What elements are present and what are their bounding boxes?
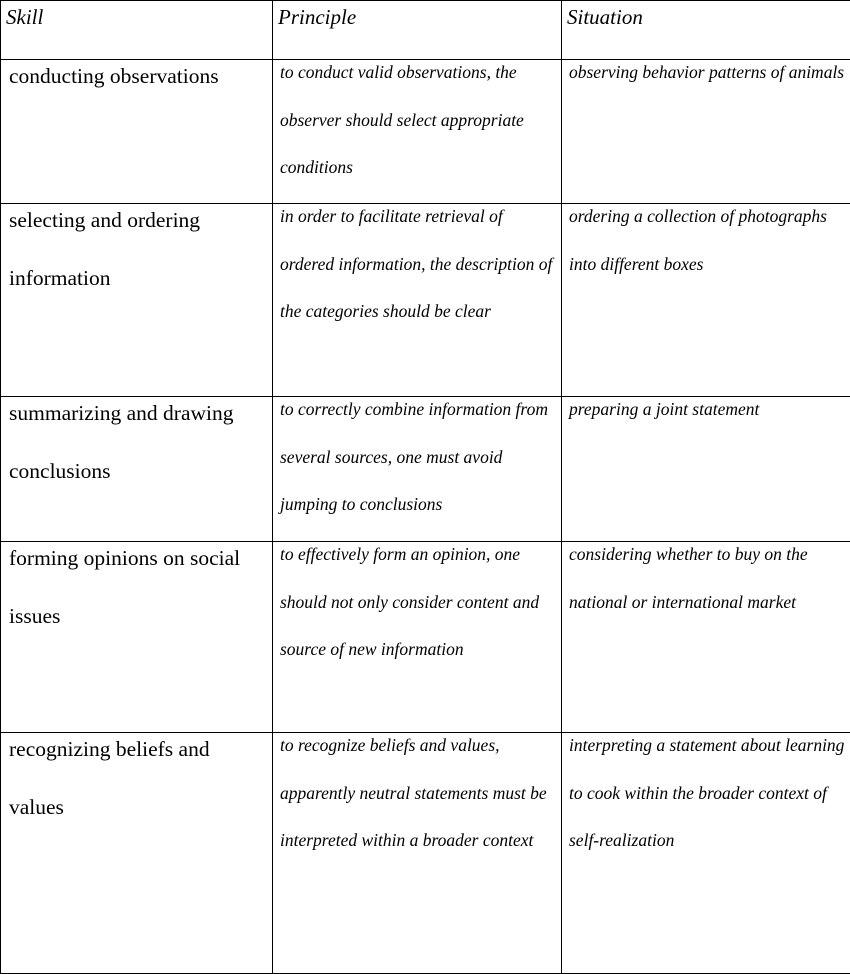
skill-cell: forming opinions on social issues — [1, 542, 273, 733]
principle-cell: to conduct valid observations, the observer should select appropriate conditions — [273, 60, 562, 204]
situation-cell: ordering a collection of photographs into different boxes — [562, 204, 850, 397]
skill-cell: selecting and ordering information — [1, 204, 273, 397]
situation-cell: considering whether to buy on the national or international market — [562, 542, 850, 733]
table-row — [1, 397, 850, 542]
principle-cell: in order to facilitate retrieval of ordered information, the description of the categories should be clear — [273, 204, 562, 397]
table-row — [1, 733, 850, 974]
header-situation: Situation — [562, 1, 850, 60]
header-principle: Principle — [273, 1, 562, 60]
table-row — [1, 60, 850, 204]
situation-cell: preparing a joint statement — [562, 397, 850, 542]
principle-cell: to recognize beliefs and values, apparently neutral statements must be interpreted within a broader context — [273, 733, 562, 974]
skill-cell: summarizing and drawing conclusions — [1, 397, 273, 542]
header-skill: Skill — [1, 1, 273, 60]
skill-cell: recognizing beliefs and values — [1, 733, 273, 974]
table-row — [1, 542, 850, 733]
situation-cell: interpreting a statement about learning to cook within the broader context of self-realization — [562, 733, 850, 974]
table-row — [1, 204, 850, 397]
skill-cell: conducting observations — [1, 60, 273, 204]
principle-cell: to effectively form an opinion, one should not only consider content and source of new information — [273, 542, 562, 733]
principle-cell: to correctly combine information from several sources, one must avoid jumping to conclusions — [273, 397, 562, 542]
situation-cell: observing behavior patterns of animals — [562, 60, 850, 204]
